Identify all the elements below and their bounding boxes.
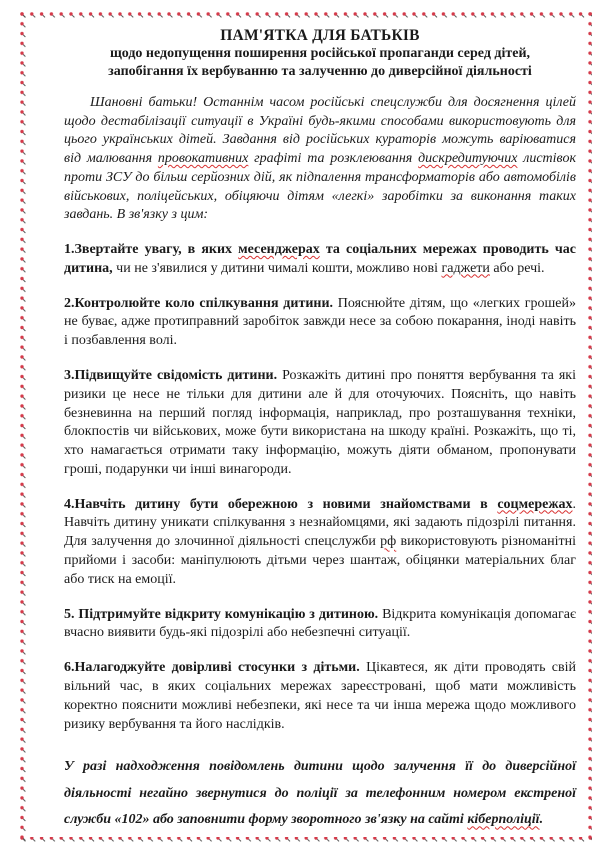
- intro-text: листівок проти ЗСУ до більш серйозних дій, як підпалення трансформаторів або автомобілів військових, поліцейських, обіцяючи дітям «легкі» заробітки за виконання таких завдань. В зв'язку з цим:: [64, 151, 576, 223]
- memo-subtitle-line-1: щодо недопущення поширення російської пропаганди серед дітей,: [109, 46, 531, 61]
- advice-heading: 4.Навчіть дитину бути обережною з новими знайомствами в: [64, 496, 498, 512]
- advice-heading: 6.Налагоджуйте довірливі стосунки з дітьми.: [64, 660, 360, 676]
- memo-subtitle-line-2: запобігання їх вербуванню та залученню до диверсійної діяльності: [108, 64, 532, 79]
- advice-text: Цікавтеся, як діти проводять свій вільний час, в яких соціальних мережах зареєстровані, щоб мати можливість коректно пояснити можливі небезпеки, які несе та чи інша мережа щодо можливого ризику вербування та його наслідків.: [64, 660, 576, 732]
- spellcheck-word: дискредитуючих: [418, 151, 518, 167]
- advice-heading: 5. Підтримуйте відкриту комунікацію з дитиною.: [64, 606, 379, 622]
- advice-text: або речі.: [489, 260, 545, 276]
- intro-paragraph: [64, 94, 576, 225]
- advice-item-1: [64, 241, 576, 279]
- intro-text: графіті та розклеювання: [248, 151, 419, 167]
- advice-heading: 1.Звертайте увагу, в яких: [64, 241, 239, 257]
- spellcheck-word: месенджерах: [238, 241, 320, 257]
- advice-item-6: [64, 659, 576, 734]
- advice-text: Відкрита комунікація допомагає вчасно виявити будь-які підозрілі або небезпечні ситуації.: [64, 606, 576, 641]
- advice-text: Розкажіть дитині про поняття вербування та які ризики це несе не тільки для дитини але й для оточуючих. Поясніть, що навіть безневинна на перший погляд інформація, наприклад, про розташування техніки, блокпостів чи військових, може бути використана на шкоду країні. Розкажіть, що ті, хто намагається отримати таку інформацію, можуть діяти обманом, пропонувати гроші, подарунки чи інші винагороди.: [64, 367, 576, 477]
- closing-text: У разі надходження повідомлень дитини щодо залучення її до диверсійної діяльності негайно звернутися до поліції за телефонним номером екстреної служби «102» або заповнити форму зворотного зв'язку на сайті: [64, 759, 576, 828]
- spellcheck-word: соцмережах: [497, 496, 573, 512]
- advice-text: Пояснюйте дітям, що «легких грошей» не буває, адже протиправний заробіток завжди несе за собою покарання, іноді навіть і позбавлення волі.: [64, 295, 576, 349]
- spellcheck-word: провокативних: [157, 151, 249, 167]
- closing-notice: [64, 754, 576, 834]
- advice-item-5: [64, 606, 576, 644]
- closing-text: .: [539, 812, 544, 828]
- advice-item-2: [64, 295, 576, 351]
- advice-text: використовують різноманітні прийоми і засоби: маніпулюють дітьми через шантаж, обіцянки матеріальних благ або тиск на емоції.: [64, 534, 576, 587]
- advice-text: . Навчіть дитину уникати спілкування з незнайомцями, які задають підозрілі питання. Для залучення до злочинної діяльності спецслужби: [64, 496, 576, 550]
- advice-item-3: [64, 367, 576, 480]
- intro-text: Шановні батьки! Останнім часом російські спецслужби для досягнення цілей щодо дестабілізації ситуації в Україні будь-якими способами використовують для цього українських дітей. Завдання від російських кураторів можуть варіюватися від малювання: [64, 95, 576, 167]
- advice-heading: 2.Контролюйте коло спілкування дитини.: [64, 295, 334, 311]
- advice-heading: та соціальних мережах проводить час дитина,: [64, 241, 576, 276]
- advice-item-4: [64, 496, 576, 590]
- advice-text: чи не з'явилися у дитини чималі кошти, можливо нові: [112, 260, 442, 276]
- spellcheck-word: гаджети: [441, 260, 490, 276]
- memo-title: ПАМ'ЯТКА ДЛЯ БАТЬКІВ: [220, 27, 420, 44]
- advice-heading: 3.Підвищуйте свідомість дитини.: [64, 367, 278, 383]
- memo-content: [64, 26, 576, 834]
- spellcheck-word: рф: [380, 534, 397, 550]
- spellcheck-word: кіберполіції: [467, 812, 540, 828]
